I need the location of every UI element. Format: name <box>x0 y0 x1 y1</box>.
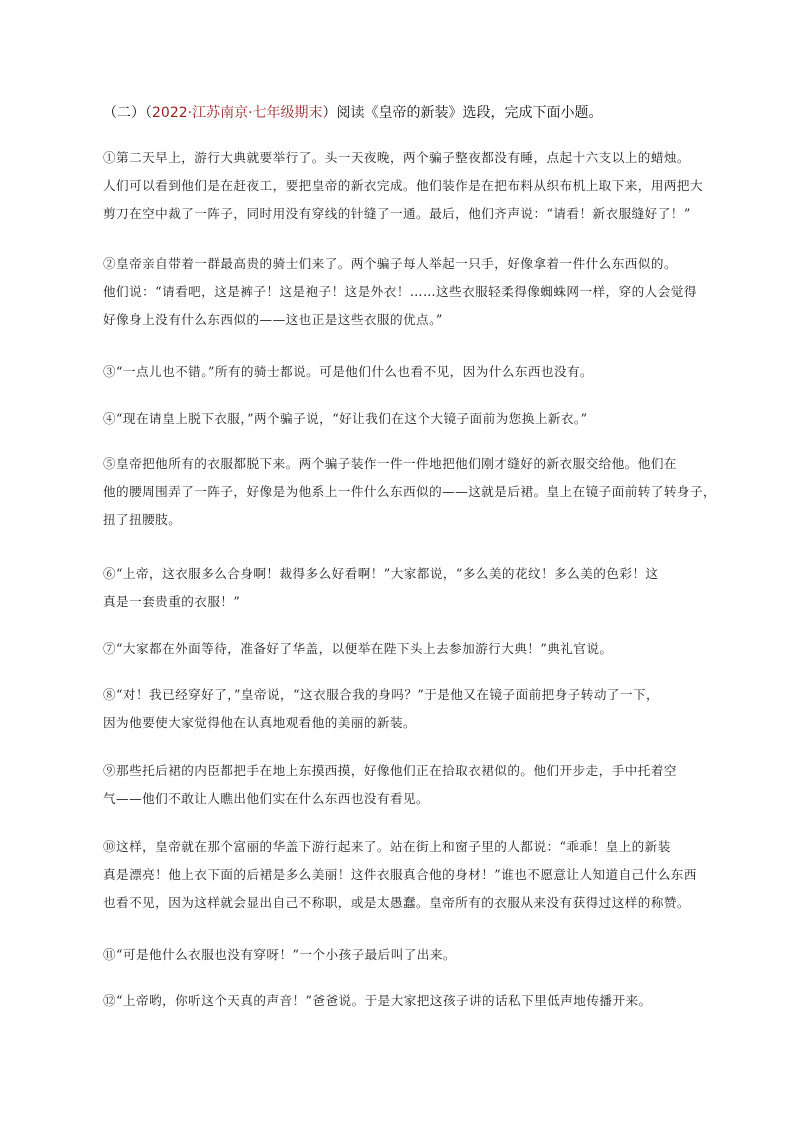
paragraph-line: ③“一点儿也不错。”所有的骑士都说。可是他们什么也看不见，因为什么东西也没有。 <box>103 364 594 379</box>
paragraph-line: ⑤皇帝把他所有的衣服都脱下来。两个骗子装作一件一件地把他们刚才缝好的新衣服交给他。他们在 <box>103 456 677 471</box>
paragraph-line: 也看不见，因为这样就会显出自己不称职，或是太愚蠢。皇帝所有的衣服从来没有获得过这样的称赞。 <box>103 895 690 910</box>
paragraph-5 <box>103 450 745 534</box>
paragraph-2 <box>103 250 745 334</box>
paragraph-line: ②皇帝亲自带着一群最高贵的骑士们来了。两个骗子每人举起一只手，好像拿着一件什么东西似的。 <box>103 256 677 271</box>
paragraph-line: ④“现在请皇上脱下衣服，”两个骗子说，“好让我们在这个大镜子面前为您换上新衣。” <box>103 411 588 426</box>
paragraph-line: ⑫“上帝哟，你听这个天真的声音！”爸爸说。于是大家把这孩子讲的话私下里低声地传播开来。 <box>103 993 652 1008</box>
paragraph-line: ⑧“对！我已经穿好了，”皇帝说，“这衣服合我的身吗？”于是他又在镜子面前把身子转动了一下， <box>103 687 660 702</box>
paragraph-9 <box>103 757 745 813</box>
paragraph-7 <box>103 635 745 663</box>
paragraph-line: ⑩这样，皇帝就在那个富丽的华盖下游行起来了。站在街上和窗子里的人都说：“乖乖！皇上的新装 <box>103 839 671 854</box>
paragraph-10 <box>103 833 745 917</box>
paragraph-line: 人们可以看到他们是在赶夜工，要把皇帝的新衣完成。他们装作是在把布料从织布机上取下来，用两把大 <box>103 178 704 193</box>
paragraph-line: 气——他们不敢让人瞧出他们实在什么东西也没有看见。 <box>103 791 430 806</box>
heading-prefix: （二）（ <box>103 105 152 121</box>
paragraph-line: 真是一套贵重的衣服！” <box>103 594 241 609</box>
question-heading <box>103 103 743 123</box>
paragraph-line: 好像身上没有什么东西似的——这也正是这些衣服的优点。” <box>103 312 443 327</box>
paragraph-6 <box>103 560 745 616</box>
heading-suffix: ）阅读《皇帝的新装》选段，完成下面小题。 <box>322 105 603 121</box>
paragraph-line: 他们说：“请看吧，这是裤子！这是袍子！这是外衣！……这些衣服轻柔得像蜘蛛网一样，穿的人会觉得 <box>103 284 697 299</box>
paragraph-line: 扭了扭腰肢。 <box>103 512 182 527</box>
paragraph-line: ⑦“大家都在外面等待，准备好了华盖，以便举在陛下头上去参加游行大典！”典礼官说。 <box>103 641 613 656</box>
paragraph-line: 他的腰周围弄了一阵子，好像是为他系上一件什么东西似的——这就是后裙。皇上在镜子面前转了转身子， <box>103 484 717 499</box>
paragraph-line: 真是漂亮！他上衣下面的后裙是多么美丽！这件衣服真合他的身材！”谁也不愿意让人知道自己什么东西 <box>103 867 697 882</box>
paragraph-12 <box>103 987 745 1015</box>
paragraph-line: 因为他要使大家觉得他在认真地观看他的美丽的新装。 <box>103 715 417 730</box>
paragraph-1 <box>103 144 745 228</box>
paragraph-11 <box>103 941 745 969</box>
paragraph-4 <box>103 405 745 433</box>
paragraph-line: ⑥“上帝，这衣服多么合身啊！裁得多么好看啊！”大家都说，“多么美的花纹！多么美的色彩！这 <box>103 566 659 581</box>
paragraph-line: 剪刀在空中裁了一阵子，同时用没有穿线的针缝了一通。最后，他们齐声说：“请看！新衣服缝好了！” <box>103 206 691 221</box>
paragraph-3 <box>103 358 745 386</box>
paragraph-line: ⑪“可是他什么衣服也没有穿呀！”一个小孩子最后叫了出来。 <box>103 947 456 962</box>
paragraph-line: ⑨那些托后裙的内臣都把手在地上东摸西摸，好像他们正在拾取衣裙似的。他们开步走，手中托着空 <box>103 763 677 778</box>
paragraph-8 <box>103 681 745 737</box>
heading-source-link[interactable]: 2022·江苏南京·七年级期末 <box>152 105 323 121</box>
paragraph-line: ①第二天早上，游行大典就要举行了。头一天夜晚，两个骗子整夜都没有睡，点起十六支以上的蜡烛。 <box>103 150 690 165</box>
